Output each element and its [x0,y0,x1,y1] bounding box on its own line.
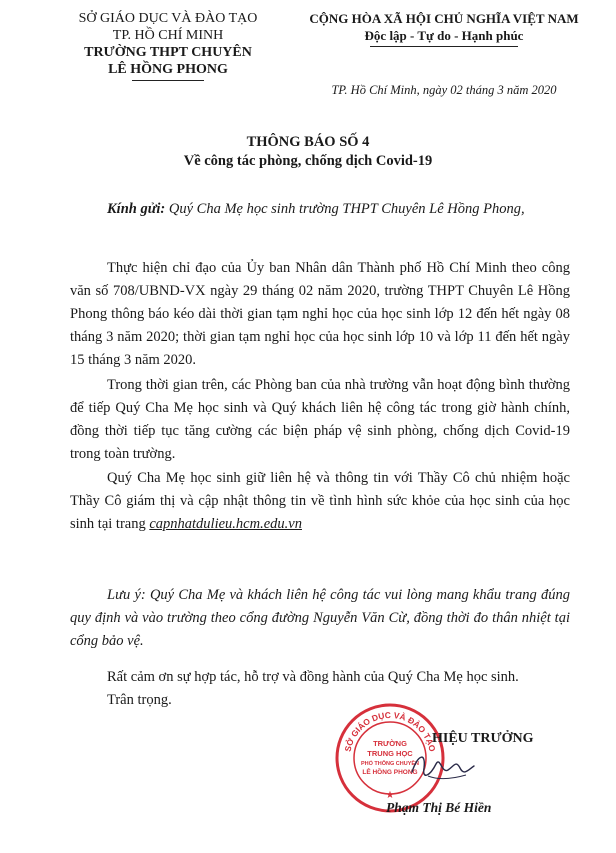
national-title: CỘNG HÒA XÃ HỘI CHỦ NGHĨA VIỆT NAM [309,11,579,26]
handwritten-signature [408,746,478,786]
notice-subject: Về công tác phòng, chống dịch Covid-19 [183,153,433,169]
note-paragraph [70,584,570,653]
seal-star-icon: ★ [385,790,395,801]
seal-line-2: TRUNG HỌC [367,749,413,758]
seal-line-4: LÊ HỒNG PHONG [362,769,418,776]
thanks-paragraph: Rất cảm ơn sự hợp tác, hỗ trợ và đồng hành của Quý Cha Mẹ học sinh. [107,669,519,685]
seal-line-3: PHỔ THÔNG CHUYÊN [360,761,420,767]
national-header [304,10,584,47]
salutation-label: Kính gửi: [107,201,166,217]
salutation-recipient: Quý Cha Mẹ học sinh trường THPT Chuyên Lê Hồng Phong, [168,201,525,217]
motto-underline [370,46,518,47]
update-website-link[interactable]: capnhatdulieu.hcm.edu.vn [149,516,302,532]
issuer-school: TRƯỜNG THPT CHUYÊN [84,45,252,60]
issuer-underline [132,80,204,81]
paragraph-1: Thực hiện chỉ đạo của Ủy ban Nhân dân Thành phố Hồ Chí Minh theo công văn số 708/UBND-VX ngày 29 tháng 02 năm 2020, trường THPT Chuyên Lê Hồng Phong thông báo kéo dài thời gian tạm nghỉ học của học sinh lớp 12 đến hết ngày 08 tháng 3 năm 2020; thời gian tạm nghỉ học của học sinh lớp 10 và lớp 11 đến hết ngày 15 tháng 3 năm 2020. [70,260,570,368]
signer-name: Phạm Thị Bé Hiền [386,800,492,815]
place-date: TP. Hồ Chí Minh, ngày 02 tháng 3 năm 2020 [331,83,557,97]
issuer-header [38,10,298,81]
notice-number: THÔNG BÁO SỐ 4 [246,134,370,150]
paragraph-3-text: Quý Cha Mẹ học sinh giữ liên hệ và thông tin với Thầy Cô chủ nhiệm hoặc Thầy Cô giám thị và cập nhật thông tin về tình hình sức khỏe của học sinh của học sinh tại trang [70,470,570,532]
note-text: Lưu ý: Quý Cha Mẹ và khách liên hệ công tác vui lòng mang khẩu trang đúng quy định và vào trường theo cổng đường Nguyễn Văn Cừ, đồng thời đo thân nhiệt tại cổng bảo vệ. [70,587,570,649]
issuer-department: SỞ GIÁO DỤC VÀ ĐÀO TẠO [78,11,258,26]
regards-paragraph: Trân trọng. [107,692,172,708]
paragraph-3 [70,467,570,536]
document-title [0,133,616,171]
issuer-city: TP. HỒ CHÍ MINH [112,28,224,43]
signer-title: HIỆU TRƯỞNG [432,731,534,746]
paragraph-2: Trong thời gian trên, các Phòng ban của nhà trường vẫn hoạt động bình thường để tiếp Quý Cha Mẹ học sinh và Quý khách liên hệ công tác trong giờ hành chính, đồng thời tiếp tục tăng cường các biện pháp vệ sinh phòng, chống dịch Covid-19 trong toàn trường. [70,377,570,462]
issuer-school-name: LÊ HỒNG PHONG [108,62,228,77]
national-motto: Độc lập - Tự do - Hạnh phúc [364,28,524,43]
seal-ring-text: SỞ GIÁO DỤC VÀ ĐÀO TẠO [342,709,438,753]
salutation [107,201,525,218]
seal-line-1: TRƯỜNG [373,739,407,748]
